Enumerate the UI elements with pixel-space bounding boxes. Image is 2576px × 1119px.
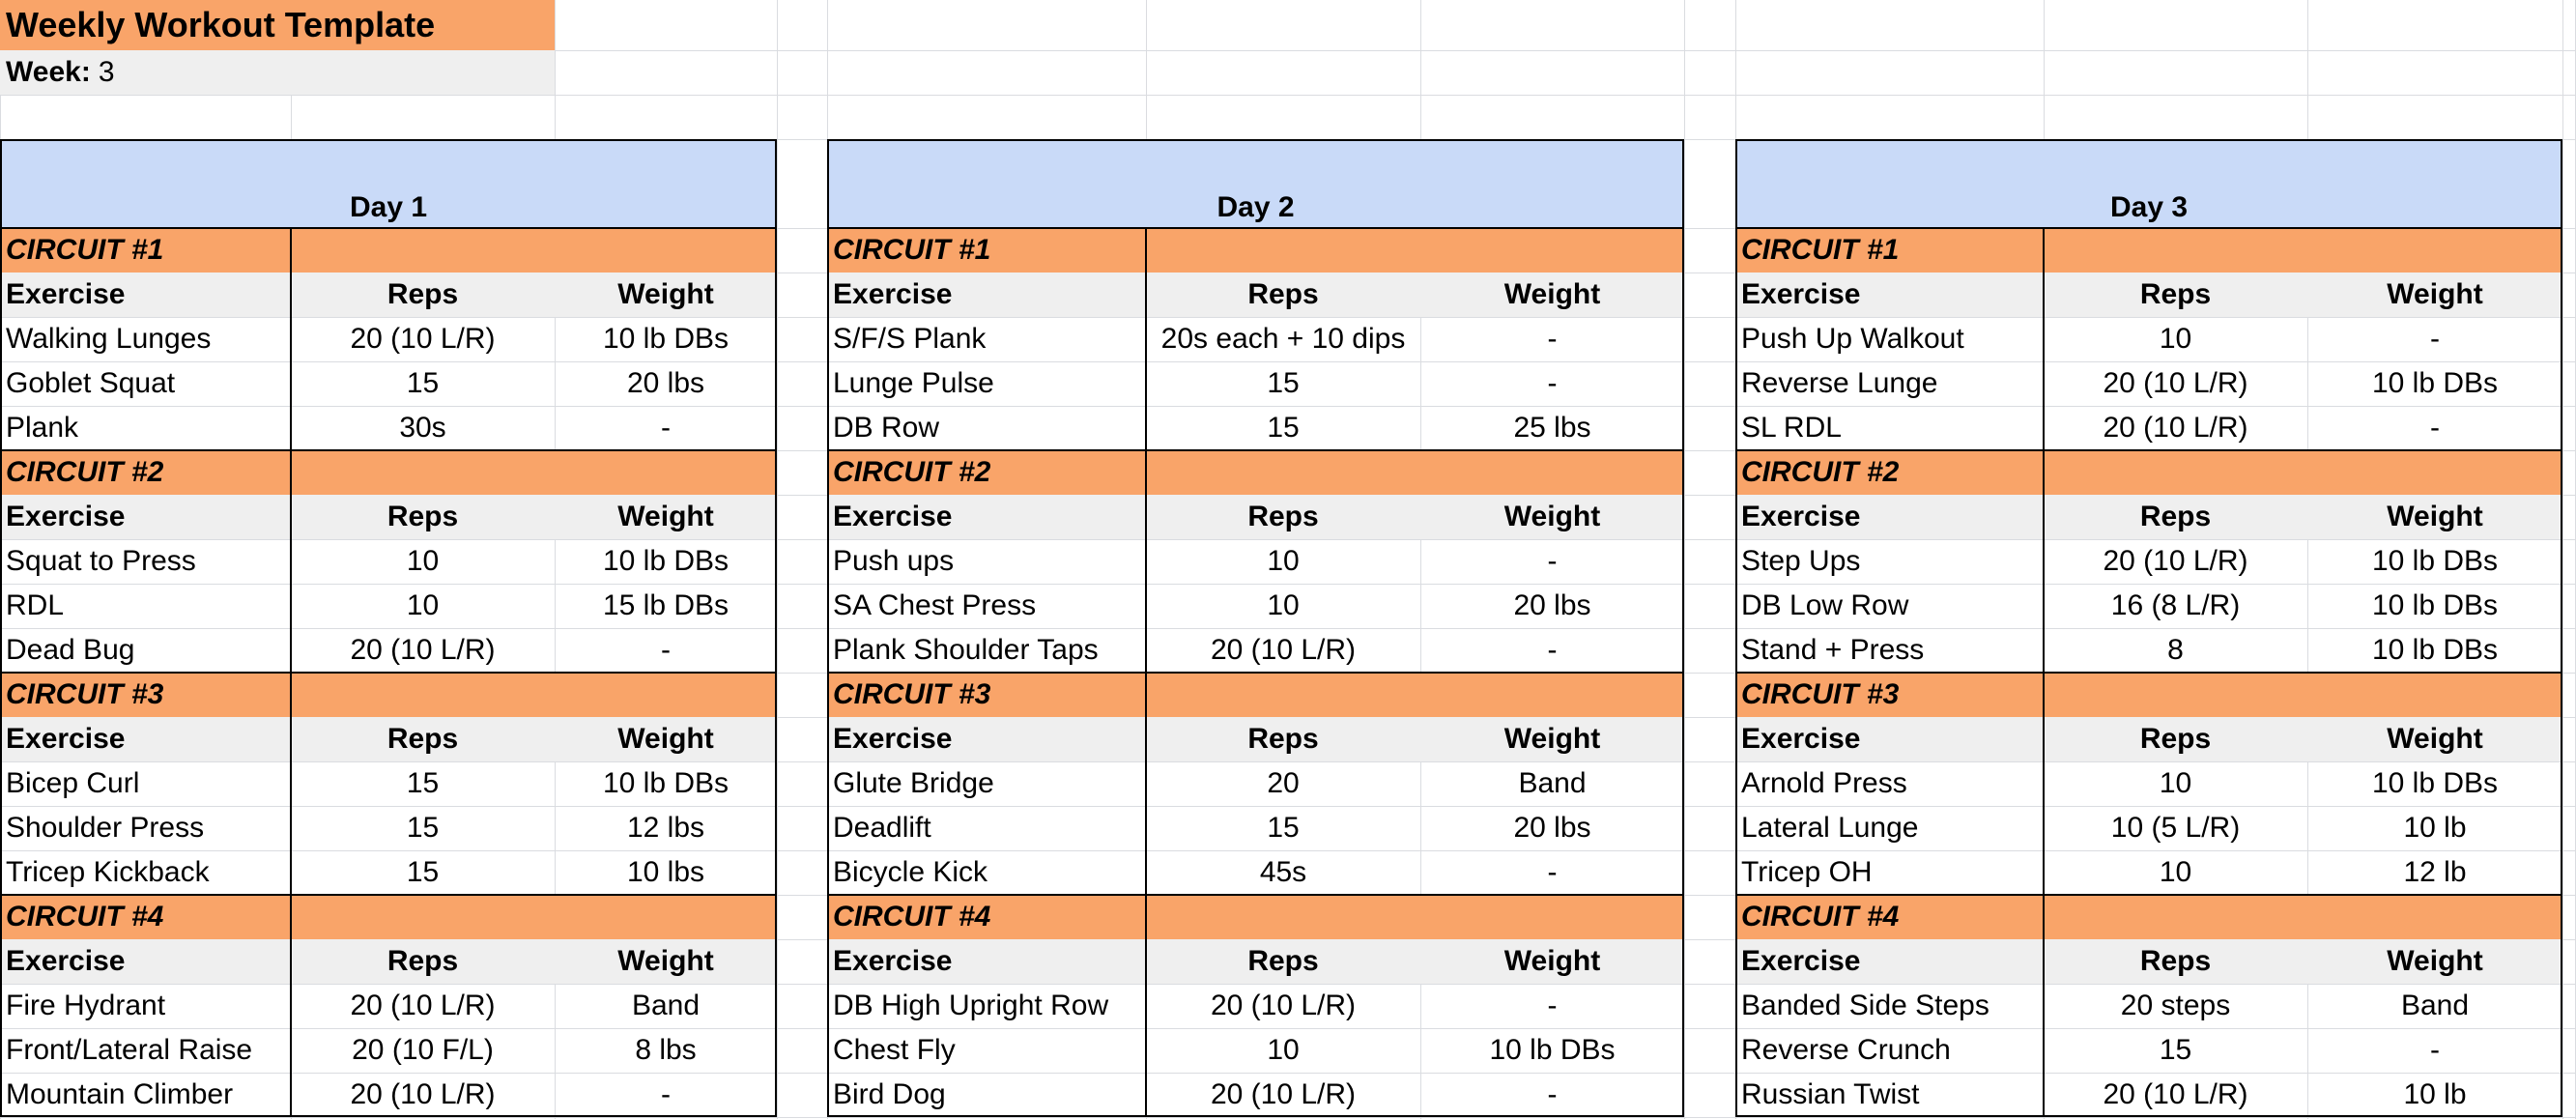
day-header[interactable]: Day 1 bbox=[0, 139, 777, 228]
exercise-cell[interactable]: Dead Bug bbox=[6, 634, 135, 666]
reps-cell[interactable]: 20 bbox=[1267, 767, 1300, 799]
circuit-title[interactable]: CIRCUIT #1 bbox=[1735, 228, 2044, 273]
exercise-cell[interactable]: SL RDL bbox=[1741, 412, 1842, 444]
column-header-weight[interactable]: Weight bbox=[555, 273, 777, 317]
circuit-border bbox=[0, 894, 777, 896]
circuit-fill[interactable] bbox=[291, 673, 555, 717]
weight-cell[interactable]: 20 lbs bbox=[1513, 589, 1591, 621]
weight-cell[interactable]: 10 lbs bbox=[626, 856, 705, 888]
exercise-cell[interactable]: Plank bbox=[6, 412, 79, 444]
weight-cell[interactable]: - bbox=[661, 634, 671, 666]
block-border-top bbox=[0, 139, 777, 141]
circuit-fill[interactable] bbox=[1420, 228, 1684, 273]
weight-cell[interactable]: - bbox=[1547, 545, 1558, 577]
reps-cell[interactable]: 15 bbox=[1267, 412, 1300, 444]
exercise-cell[interactable]: Plank Shoulder Taps bbox=[833, 634, 1099, 666]
reps-cell[interactable]: 10 bbox=[406, 545, 440, 577]
column-header-weight[interactable]: Weight bbox=[555, 495, 777, 539]
column-header-reps[interactable]: Reps bbox=[2044, 273, 2307, 317]
reps-cell[interactable]: 10 bbox=[2159, 767, 2192, 799]
circuit-border bbox=[0, 672, 777, 674]
circuit-fill[interactable] bbox=[291, 228, 555, 273]
weight-cell[interactable]: 10 lb DBs bbox=[2371, 767, 2499, 799]
block-border-left bbox=[1735, 139, 1737, 1117]
exercise-cell[interactable]: Goblet Squat bbox=[6, 367, 176, 399]
weight-cell[interactable]: 10 lb DBs bbox=[1489, 1034, 1616, 1066]
reps-cell[interactable]: 20 (10 L/R) bbox=[350, 1078, 496, 1110]
block-border-right bbox=[2561, 139, 2562, 1117]
reps-cell[interactable]: 15 bbox=[1267, 367, 1300, 399]
column-separator bbox=[1145, 228, 1147, 1117]
circuit-fill[interactable] bbox=[2307, 895, 2562, 939]
reps-cell[interactable]: 15 bbox=[406, 767, 440, 799]
circuit-fill[interactable] bbox=[1146, 228, 1420, 273]
weight-cell[interactable]: - bbox=[1547, 634, 1558, 666]
circuit-fill[interactable] bbox=[291, 450, 555, 495]
circuit-title[interactable]: CIRCUIT #1 bbox=[827, 228, 1146, 273]
weight-cell[interactable]: 10 lb DBs bbox=[602, 323, 730, 355]
column-header-reps[interactable]: Reps bbox=[2044, 939, 2307, 984]
day-header[interactable]: Day 2 bbox=[827, 139, 1684, 228]
column-header-reps[interactable]: Reps bbox=[291, 495, 555, 539]
day-header[interactable]: Day 3 bbox=[1735, 139, 2562, 228]
week-value: 3 bbox=[98, 56, 115, 88]
grid-line bbox=[0, 1117, 2576, 1118]
weight-cell[interactable]: - bbox=[2430, 323, 2440, 355]
circuit-title[interactable]: CIRCUIT #3 bbox=[0, 673, 291, 717]
column-separator bbox=[2043, 228, 2045, 1117]
exercise-cell[interactable]: Reverse Crunch bbox=[1741, 1034, 1951, 1066]
exercise-cell[interactable]: DB Low Row bbox=[1741, 589, 1909, 621]
weight-cell[interactable]: 20 lbs bbox=[1513, 812, 1591, 844]
weight-cell[interactable]: 10 lb DBs bbox=[2371, 545, 2499, 577]
reps-cell[interactable]: 10 bbox=[1267, 545, 1300, 577]
header-border bbox=[0, 227, 777, 229]
reps-cell[interactable]: 10 bbox=[2159, 323, 2192, 355]
reps-cell[interactable]: 20 (10 L/R) bbox=[350, 990, 496, 1021]
reps-cell[interactable]: 30s bbox=[399, 412, 446, 444]
circuit-fill[interactable] bbox=[2307, 228, 2562, 273]
exercise-cell[interactable]: Deadlift bbox=[833, 812, 931, 844]
exercise-cell[interactable]: S/F/S Plank bbox=[833, 323, 987, 355]
column-header-weight[interactable]: Weight bbox=[555, 939, 777, 984]
circuit-fill[interactable] bbox=[2044, 228, 2307, 273]
exercise-cell[interactable]: Tricep OH bbox=[1741, 856, 1873, 888]
reps-cell[interactable]: 20 (10 L/R) bbox=[2103, 1078, 2248, 1110]
weight-cell[interactable]: 12 lb bbox=[2403, 856, 2467, 888]
weight-cell[interactable]: - bbox=[1547, 856, 1558, 888]
grid-line bbox=[777, 0, 778, 1119]
reps-cell[interactable]: 10 bbox=[2159, 856, 2192, 888]
weight-cell[interactable]: - bbox=[1547, 1078, 1558, 1110]
circuit-fill[interactable] bbox=[555, 895, 777, 939]
exercise-cell[interactable]: Bicycle Kick bbox=[833, 856, 988, 888]
reps-cell[interactable]: 15 bbox=[406, 367, 440, 399]
weight-cell[interactable]: 10 lb bbox=[2403, 1078, 2467, 1110]
block-border-top bbox=[827, 139, 1684, 141]
reps-cell[interactable]: 20 (10 L/R) bbox=[2103, 367, 2248, 399]
exercise-cell[interactable]: Squat to Press bbox=[6, 545, 196, 577]
exercise-cell[interactable]: Step Ups bbox=[1741, 545, 1861, 577]
circuit-fill[interactable] bbox=[2044, 895, 2307, 939]
exercise-cell[interactable]: Front/Lateral Raise bbox=[6, 1034, 253, 1066]
reps-cell[interactable]: 15 bbox=[1267, 812, 1300, 844]
exercise-cell[interactable]: Lunge Pulse bbox=[833, 367, 994, 399]
circuit-title[interactable]: CIRCUIT #2 bbox=[827, 450, 1146, 495]
reps-cell[interactable]: 20 (10 L/R) bbox=[350, 634, 496, 666]
column-header-reps[interactable]: Reps bbox=[1146, 939, 1420, 984]
exercise-cell[interactable]: Glute Bridge bbox=[833, 767, 994, 799]
weight-cell[interactable]: Band bbox=[1518, 767, 1587, 799]
sheet-title[interactable]: Weekly Workout Template bbox=[0, 0, 555, 50]
circuit-border bbox=[0, 449, 777, 451]
weight-cell[interactable]: - bbox=[1547, 367, 1558, 399]
block-border-right bbox=[1682, 139, 1684, 1117]
circuit-border bbox=[827, 894, 1684, 896]
block-border-top bbox=[1735, 139, 2562, 141]
header-border bbox=[1735, 227, 2562, 229]
column-header-weight[interactable]: Weight bbox=[1420, 273, 1684, 317]
column-header-reps[interactable]: Reps bbox=[1146, 495, 1420, 539]
column-header-exercise[interactable]: Exercise bbox=[1735, 939, 2044, 984]
circuit-title[interactable]: CIRCUIT #4 bbox=[1735, 895, 2044, 939]
weight-cell[interactable]: - bbox=[1547, 990, 1558, 1021]
column-header-exercise[interactable]: Exercise bbox=[0, 495, 291, 539]
reps-cell[interactable]: 20 (10 L/R) bbox=[1210, 1078, 1357, 1110]
column-header-exercise[interactable]: Exercise bbox=[827, 717, 1146, 761]
grid-line bbox=[2562, 0, 2563, 1119]
exercise-cell[interactable]: Lateral Lunge bbox=[1741, 812, 1919, 844]
reps-cell[interactable]: 16 (8 L/R) bbox=[2110, 589, 2241, 621]
circuit-title[interactable]: CIRCUIT #2 bbox=[1735, 450, 2044, 495]
column-header-weight[interactable]: Weight bbox=[1420, 939, 1684, 984]
exercise-cell[interactable]: Fire Hydrant bbox=[6, 990, 166, 1021]
column-header-exercise[interactable]: Exercise bbox=[1735, 495, 2044, 539]
column-header-exercise[interactable]: Exercise bbox=[1735, 273, 2044, 317]
exercise-cell[interactable]: RDL bbox=[6, 589, 65, 621]
reps-cell[interactable]: 10 bbox=[1267, 589, 1300, 621]
column-header-reps[interactable]: Reps bbox=[291, 717, 555, 761]
column-header-reps[interactable]: Reps bbox=[1146, 273, 1420, 317]
reps-cell[interactable]: 20 (10 F/L) bbox=[352, 1034, 494, 1066]
reps-cell[interactable]: 20 (10 L/R) bbox=[350, 323, 496, 355]
column-header-weight[interactable]: Weight bbox=[2307, 717, 2562, 761]
circuit-fill[interactable] bbox=[1420, 450, 1684, 495]
column-header-weight[interactable]: Weight bbox=[2307, 939, 2562, 984]
block-border-bottom bbox=[0, 1115, 777, 1117]
exercise-cell[interactable]: Shoulder Press bbox=[6, 812, 205, 844]
weight-cell[interactable]: 15 lb DBs bbox=[602, 589, 730, 621]
column-header-reps[interactable]: Reps bbox=[2044, 495, 2307, 539]
column-separator bbox=[290, 228, 292, 1117]
weight-cell[interactable]: 10 lb DBs bbox=[602, 767, 730, 799]
column-header-weight[interactable]: Weight bbox=[555, 717, 777, 761]
reps-cell[interactable]: 10 (5 L/R) bbox=[2110, 812, 2241, 844]
column-header-exercise[interactable]: Exercise bbox=[827, 495, 1146, 539]
reps-cell[interactable]: 10 bbox=[406, 589, 440, 621]
circuit-title[interactable]: CIRCUIT #4 bbox=[827, 895, 1146, 939]
column-header-exercise[interactable]: Exercise bbox=[1735, 717, 2044, 761]
exercise-cell[interactable]: Walking Lunges bbox=[6, 323, 212, 355]
column-header-reps[interactable]: Reps bbox=[1146, 717, 1420, 761]
weight-cell[interactable]: Band bbox=[2400, 990, 2470, 1021]
reps-cell[interactable]: 20 (10 L/R) bbox=[2103, 545, 2248, 577]
circuit-fill[interactable] bbox=[555, 450, 777, 495]
weight-cell[interactable]: 10 lb DBs bbox=[2371, 634, 2499, 666]
reps-cell[interactable]: 20 steps bbox=[2120, 990, 2231, 1021]
exercise-cell[interactable]: SA Chest Press bbox=[833, 589, 1037, 621]
circuit-border bbox=[1735, 449, 2562, 451]
exercise-cell[interactable]: Reverse Lunge bbox=[1741, 367, 1938, 399]
exercise-cell[interactable]: Russian Twist bbox=[1741, 1078, 1920, 1110]
grid-line bbox=[0, 95, 2576, 96]
block-border-bottom bbox=[1735, 1115, 2562, 1117]
column-header-reps[interactable]: Reps bbox=[291, 939, 555, 984]
circuit-title[interactable]: CIRCUIT #3 bbox=[1735, 673, 2044, 717]
circuit-fill[interactable] bbox=[2044, 673, 2307, 717]
column-header-weight[interactable]: Weight bbox=[1420, 717, 1684, 761]
weight-cell[interactable]: 10 lb DBs bbox=[2371, 367, 2499, 399]
block-border-left bbox=[827, 139, 829, 1117]
exercise-cell[interactable]: Bird Dog bbox=[833, 1078, 946, 1110]
exercise-cell[interactable]: DB High Upright Row bbox=[833, 990, 1109, 1021]
grid-line bbox=[1684, 0, 1685, 1119]
circuit-fill[interactable] bbox=[2307, 673, 2562, 717]
column-header-exercise[interactable]: Exercise bbox=[0, 939, 291, 984]
circuit-fill[interactable] bbox=[2307, 450, 2562, 495]
weight-cell[interactable]: - bbox=[2430, 412, 2440, 444]
reps-cell[interactable]: 20 (10 L/R) bbox=[1210, 990, 1357, 1021]
circuit-border bbox=[1735, 672, 2562, 674]
weight-cell[interactable]: - bbox=[661, 1078, 671, 1110]
weight-cell[interactable]: 25 lbs bbox=[1513, 412, 1591, 444]
reps-cell[interactable]: 15 bbox=[406, 812, 440, 844]
circuit-border bbox=[827, 449, 1684, 451]
reps-cell[interactable]: 20 (10 L/R) bbox=[2103, 412, 2248, 444]
column-header-exercise[interactable]: Exercise bbox=[827, 939, 1146, 984]
circuit-border bbox=[827, 672, 1684, 674]
exercise-cell[interactable]: Mountain Climber bbox=[6, 1078, 234, 1110]
reps-cell[interactable]: 15 bbox=[2159, 1034, 2192, 1066]
exercise-cell[interactable]: Push ups bbox=[833, 545, 955, 577]
exercise-cell[interactable]: Bicep Curl bbox=[6, 767, 140, 799]
column-header-weight[interactable]: Weight bbox=[2307, 495, 2562, 539]
block-border-bottom bbox=[827, 1115, 1684, 1117]
circuit-title[interactable]: CIRCUIT #4 bbox=[0, 895, 291, 939]
column-header-reps[interactable]: Reps bbox=[2044, 717, 2307, 761]
block-border-right bbox=[775, 139, 777, 1117]
column-header-reps[interactable]: Reps bbox=[291, 273, 555, 317]
exercise-cell[interactable]: Tricep Kickback bbox=[6, 856, 210, 888]
weight-cell[interactable]: 8 lbs bbox=[635, 1034, 697, 1066]
week-row[interactable] bbox=[0, 50, 555, 95]
column-header-exercise[interactable]: Exercise bbox=[0, 273, 291, 317]
reps-cell[interactable]: 20s each + 10 dips bbox=[1160, 323, 1406, 355]
circuit-fill[interactable] bbox=[2044, 450, 2307, 495]
column-header-exercise[interactable]: Exercise bbox=[827, 273, 1146, 317]
exercise-cell[interactable]: Arnold Press bbox=[1741, 767, 1907, 799]
header-border bbox=[827, 227, 1684, 229]
reps-cell[interactable]: 45s bbox=[1259, 856, 1307, 888]
weight-cell[interactable]: - bbox=[1547, 323, 1558, 355]
weight-cell[interactable]: 12 lbs bbox=[626, 812, 705, 844]
exercise-cell[interactable]: Stand + Press bbox=[1741, 634, 1925, 666]
circuit-fill[interactable] bbox=[1146, 673, 1420, 717]
circuit-title[interactable]: CIRCUIT #2 bbox=[0, 450, 291, 495]
circuit-fill[interactable] bbox=[1420, 895, 1684, 939]
circuit-fill[interactable] bbox=[555, 228, 777, 273]
weight-cell[interactable]: - bbox=[661, 412, 671, 444]
column-header-weight[interactable]: Weight bbox=[2307, 273, 2562, 317]
exercise-cell[interactable]: Push Up Walkout bbox=[1741, 323, 1964, 355]
circuit-fill[interactable] bbox=[555, 673, 777, 717]
circuit-title[interactable]: CIRCUIT #3 bbox=[827, 673, 1146, 717]
reps-cell[interactable]: 8 bbox=[2167, 634, 2184, 666]
circuit-fill[interactable] bbox=[1146, 895, 1420, 939]
circuit-border bbox=[1735, 894, 2562, 896]
weight-cell[interactable]: Band bbox=[631, 990, 701, 1021]
weight-cell[interactable]: 10 lb DBs bbox=[2371, 589, 2499, 621]
weight-cell[interactable]: 10 lb bbox=[2403, 812, 2467, 844]
weight-cell[interactable]: - bbox=[2430, 1034, 2440, 1066]
exercise-cell[interactable]: DB Row bbox=[833, 412, 940, 444]
circuit-title[interactable]: CIRCUIT #1 bbox=[0, 228, 291, 273]
week-label: Week: bbox=[6, 56, 91, 88]
weight-cell[interactable]: 20 lbs bbox=[626, 367, 705, 399]
circuit-fill[interactable] bbox=[291, 895, 555, 939]
reps-cell[interactable]: 10 bbox=[1267, 1034, 1300, 1066]
column-header-exercise[interactable]: Exercise bbox=[0, 717, 291, 761]
circuit-fill[interactable] bbox=[1420, 673, 1684, 717]
circuit-fill[interactable] bbox=[1146, 450, 1420, 495]
reps-cell[interactable]: 15 bbox=[406, 856, 440, 888]
exercise-cell[interactable]: Chest Fly bbox=[833, 1034, 956, 1066]
block-border-left bbox=[0, 139, 2, 1117]
weight-cell[interactable]: 10 lb DBs bbox=[602, 545, 730, 577]
column-header-weight[interactable]: Weight bbox=[1420, 495, 1684, 539]
reps-cell[interactable]: 20 (10 L/R) bbox=[1210, 634, 1357, 666]
exercise-cell[interactable]: Banded Side Steps bbox=[1741, 990, 1989, 1021]
